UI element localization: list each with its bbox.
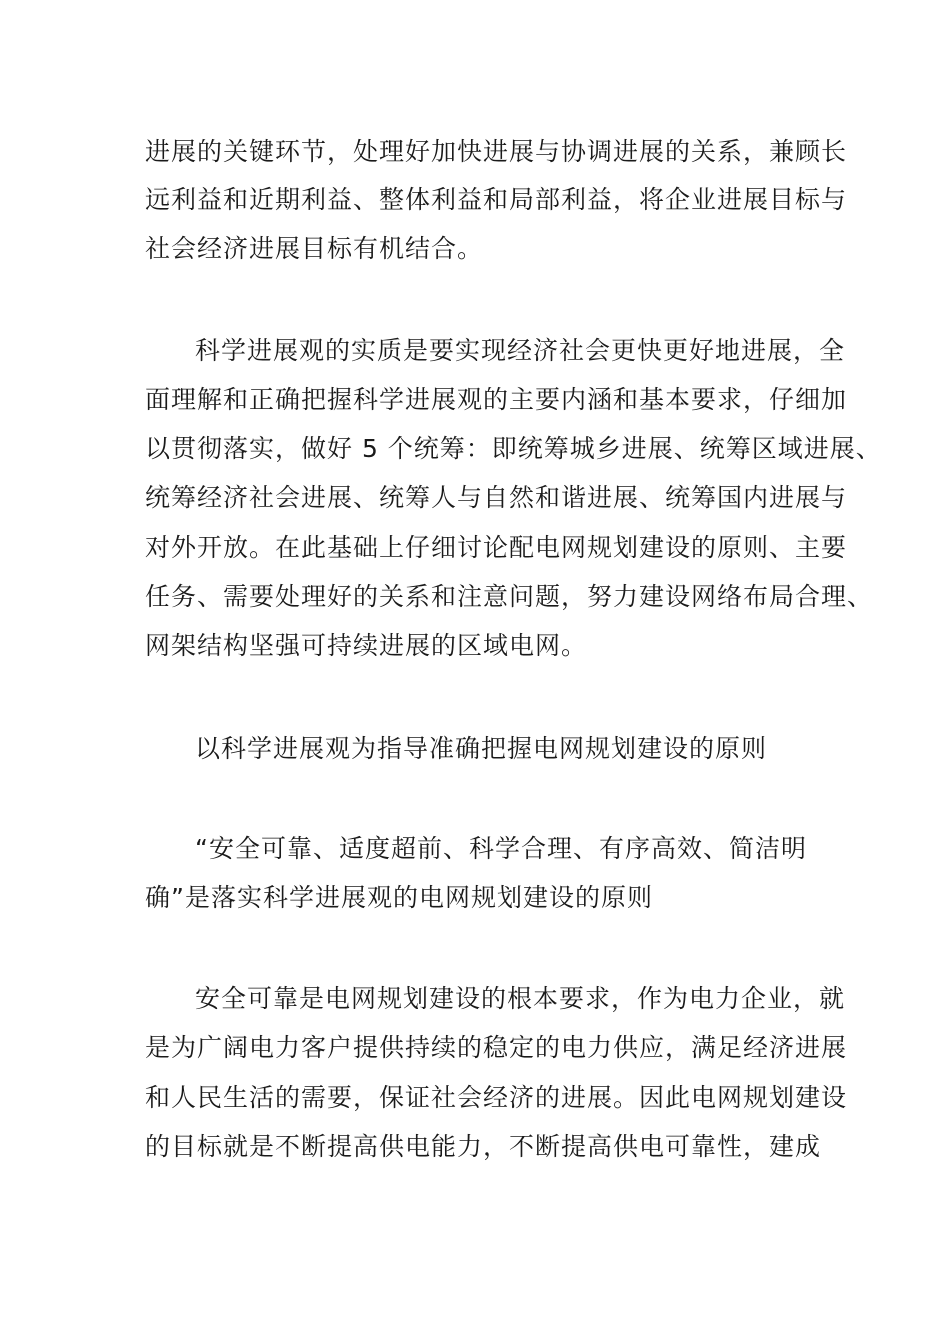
paragraph-2-line-1: 科学进展观的实质是要实现经济社会更快更好地进展，全 <box>195 336 846 365</box>
paragraph-2-line-6: 任务、需要处理好的关系和注意问题，努力建设网络布局合理、 <box>145 582 874 611</box>
paragraph-1-line-1: 进展的关键环节，处理好加快进展与协调进展的关系，兼顾长 <box>145 137 848 166</box>
paragraph-4-line-2: 确”是落实科学进展观的电网规划建设的原则 <box>145 883 653 912</box>
paragraph-5-line-3: 和人民生活的需要，保证社会经济的进展。因此电网规划建设 <box>145 1083 848 1112</box>
section-heading: 以科学进展观为指导准确把握电网规划建设的原则 <box>195 734 768 763</box>
paragraph-1-line-3: 社会经济进展目标有机结合。 <box>145 234 484 263</box>
paragraph-5-line-4: 的目标就是不断提高供电能力，不断提高供电可靠性，建成 <box>145 1132 822 1161</box>
paragraph-2-line-4: 统筹经济社会进展、统筹人与自然和谐进展、统筹国内进展与 <box>145 483 848 512</box>
paragraph-4-line-1: “安全可靠、适度超前、科学合理、有序高效、简洁明 <box>195 834 807 863</box>
paragraph-2-line-2: 面理解和正确把握科学进展观的主要内涵和基本要求，仔细加 <box>145 385 848 414</box>
paragraph-5-line-1: 安全可靠是电网规划建设的根本要求，作为电力企业，就 <box>195 984 846 1013</box>
paragraph-1-line-2: 远利益和近期利益、整体利益和局部利益，将企业进展目标与 <box>145 185 848 214</box>
paragraph-2-line-5: 对外开放。在此基础上仔细讨论配电网规划建设的原则、主要 <box>145 533 848 562</box>
paragraph-5-line-2: 是为广阔电力客户提供持续的稳定的电力供应，满足经济进展 <box>145 1033 848 1062</box>
paragraph-2-line-7: 网架结构坚强可持续进展的区域电网。 <box>145 631 588 660</box>
paragraph-2-line-3: 以贯彻落实，做好 5 个统筹：即统筹城乡进展、统筹区域进展、 <box>145 434 882 463</box>
